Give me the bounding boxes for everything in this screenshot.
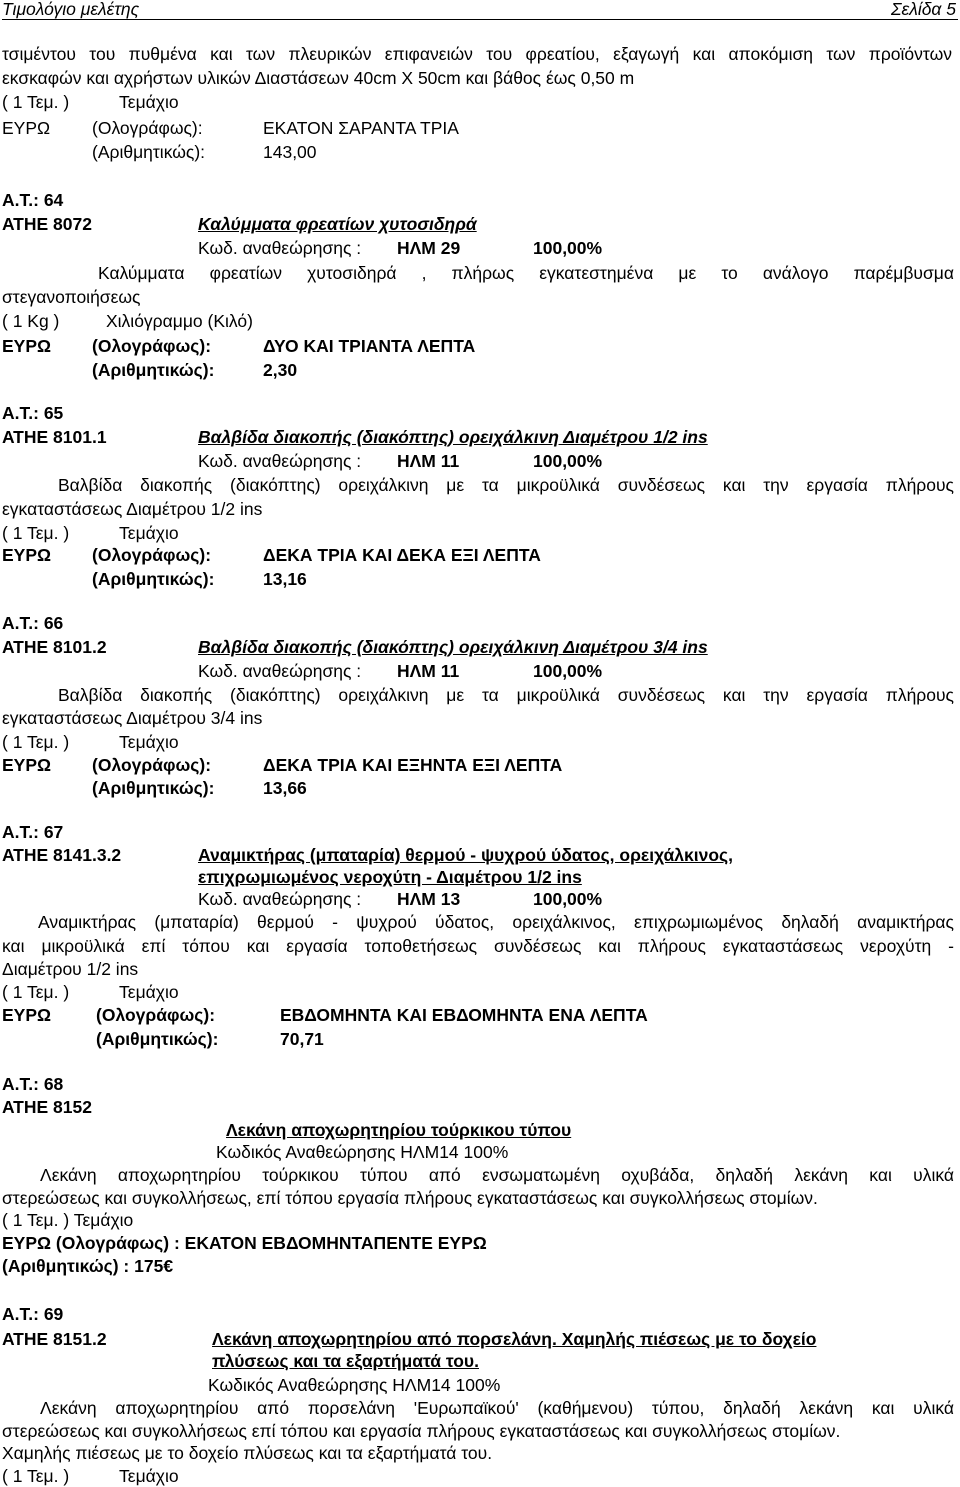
item-68-at: Α.Τ.: 68 <box>2 1074 64 1094</box>
item-67-unit-name: Τεμάχιο <box>119 982 179 1002</box>
item-68-words: ΕΥΡΩ (Ολογράφως) : ΕΚΑΤΟΝ ΕΒΔΟΜΗΝΤΑΠΕΝΤΕ ΕΥΡΩ <box>2 1233 487 1253</box>
item-64-at: Α.Τ.: 64 <box>2 190 64 210</box>
item-64-desc-2: στεγανοποιήσεως <box>2 287 141 307</box>
item-66-code: ΑΤΗΕ 8101.2 <box>2 637 107 657</box>
item-65-rev-pct: 100,00% <box>533 451 603 471</box>
item-67-desc-1: Αναμικτήρας (μπαταρία) θερμού - ψυχρού ύδατος, ορειχάλκινος, επιχρωμιωμένος δηλαδή αναμικτήρας <box>38 912 954 932</box>
item-64-num-label: (Αριθμητικώς): <box>92 360 215 380</box>
item-65-num-value: 13,16 <box>263 569 307 589</box>
item-67-num-value: 70,71 <box>280 1029 324 1049</box>
item-65-euro: ΕΥΡΩ <box>2 545 52 565</box>
item-67-words-value: ΕΒΔΟΜΗΝΤΑ ΚΑΙ ΕΒΔΟΜΗΝΤΑ ΕΝΑ ΛΕΠΤΑ <box>280 1005 648 1025</box>
item-69-at: Α.Τ.: 69 <box>2 1304 64 1324</box>
item-64-unit: ( 1 Kg ) <box>2 311 60 331</box>
item-66-num-value: 13,66 <box>263 778 307 798</box>
item-68-desc-1: Λεκάνη αποχωρητηρίου τούρκικου τύπου από ενσωματωμένη οχυβάδα, δηλαδή λεκάνη και υλικά <box>40 1165 954 1185</box>
item-67-desc-3: Διαμέτρου 1/2 ins <box>2 959 139 979</box>
item-67-at: Α.Τ.: 67 <box>2 822 64 842</box>
intro-num-label: (Αριθμητικώς): <box>92 142 206 162</box>
item-65-num-label: (Αριθμητικώς): <box>92 569 215 589</box>
item-65-unit-name: Τεμάχιο <box>119 523 179 543</box>
item-69-desc-3: Χαμηλής πιέσεως με το δοχείο πλύσεως και τα εξαρτήματά του. <box>2 1443 493 1463</box>
item-64-title: Καλύμματα φρεατίων χυτοσιδηρά <box>198 214 477 234</box>
item-67-rev-label: Κωδ. αναθεώρησης : <box>198 889 362 909</box>
item-67-words-label: (Ολογράφως): <box>96 1005 216 1025</box>
item-64-euro: ΕΥΡΩ <box>2 336 52 356</box>
item-68-num: (Αριθμητικώς) : 175€ <box>2 1256 174 1276</box>
item-68-title: Λεκάνη αποχωρητηρίου τούρκικου τύπου <box>226 1120 572 1140</box>
item-69-rev: Κωδικός Αναθεώρησης ΗΛΜ14 100% <box>208 1375 501 1395</box>
item-64-words-label: (Ολογράφως): <box>92 336 212 356</box>
intro-unit-name: Τεμάχιο <box>119 92 179 112</box>
item-68-desc-2: στερεώσεως και συγκολλήσεως, επί τόπου εργασία πλήρους εγκαταστάσεως και συγκολλήσεως στομίων. <box>2 1188 818 1208</box>
item-65-words-value: ΔΕΚΑ ΤΡΙΑ ΚΑΙ ΔΕΚΑ ΕΞΙ ΛΕΠΤΑ <box>263 545 541 565</box>
item-67-rev-code: ΗΛΜ 13 <box>397 889 461 909</box>
item-69-title-2: πλύσεως και τα εξαρτήματά του. <box>212 1351 479 1371</box>
item-64-rev-pct: 100,00% <box>533 238 603 258</box>
intro-line-1: τσιμέντου του πυθμένα και των πλευρικών επιφανειών του φρεατίου, εξαγωγή και αποκόμιση των προϊόντων <box>2 44 952 64</box>
item-66-title: Βαλβίδα διακοπής (διακόπτης) ορειχάλκινη Διαμέτρου 3/4 ins <box>198 637 708 657</box>
item-65-rev-label: Κωδ. αναθεώρησης : <box>198 451 362 471</box>
item-67-desc-2: και μικροϋλικά επί τόπου και εργασία τοποθετήσεως συνδέσεως και πλήρους εγκαταστάσεως νεροχύτη - <box>2 936 954 956</box>
item-64-num-value: 2,30 <box>263 360 298 380</box>
item-69-unit: ( 1 Τεμ. ) <box>2 1466 70 1486</box>
item-69-code: ΑΤΗΕ 8151.2 <box>2 1329 107 1349</box>
item-65-title: Βαλβίδα διακοπής (διακόπτης) ορειχάλκινη Διαμέτρου 1/2 ins <box>198 427 708 447</box>
item-65-rev-code: ΗΛΜ 11 <box>397 451 460 471</box>
item-67-euro: ΕΥΡΩ <box>2 1005 52 1025</box>
item-64-unit-name: Χιλιόγραμμο (Κιλό) <box>106 311 253 331</box>
intro-unit: ( 1 Τεμ. ) <box>2 92 70 112</box>
item-69-title-1: Λεκάνη αποχωρητηρίου από πορσελάνη. Χαμηλής πιέσεως με το δοχείο <box>212 1329 817 1349</box>
item-65-desc-1: Βαλβίδα διακοπής (διακόπτης) ορειχάλκινη με τα μικροϋλικά συνδέσεως και την εργασία πλήρους <box>58 475 954 495</box>
item-69-desc-1: Λεκάνη αποχωρητηρίου από πορσελάνη 'Ευρωπαϊκού' (καθήμενου) τύπου, δηλαδή λεκάνη και υλικά <box>40 1398 954 1418</box>
item-67-rev-pct: 100,00% <box>533 889 603 909</box>
item-64-code: ΑΤΗΕ 8072 <box>2 214 92 234</box>
item-69-unit-name: Τεμάχιο <box>119 1466 179 1486</box>
intro-words-value: ΕΚΑΤΟΝ ΣΑΡΑΝΤΑ ΤΡΙΑ <box>263 118 459 138</box>
item-66-rev-pct: 100,00% <box>533 661 603 681</box>
item-66-unit-name: Τεμάχιο <box>119 732 179 752</box>
item-64-desc-1: Καλύμματα φρεατίων χυτοσιδηρά , πλήρως εγκατεστημένα με το ανάλογο παρέμβυσμα <box>98 263 954 283</box>
item-66-rev-label: Κωδ. αναθεώρησης : <box>198 661 362 681</box>
item-68-rev: Κωδικός Αναθεώρησης ΗΛΜ14 100% <box>216 1142 509 1162</box>
item-66-num-label: (Αριθμητικώς): <box>92 778 215 798</box>
item-66-words-value: ΔΕΚΑ ΤΡΙΑ ΚΑΙ ΕΞΗΝΤΑ ΕΞΙ ΛΕΠΤΑ <box>263 755 563 775</box>
intro-line-2: εκσκαφών και αχρήστων υλικών Διαστάσεων 40cm X 50cm και βάθος έως 0,50 m <box>2 68 635 88</box>
item-64-words-value: ΔΥΟ ΚΑΙ ΤΡΙΑΝΤΑ ΛΕΠΤΑ <box>263 336 476 356</box>
intro-euro: ΕΥΡΩ <box>2 118 51 138</box>
item-66-desc-1: Βαλβίδα διακοπής (διακόπτης) ορειχάλκινη με τα μικροϋλικά συνδέσεως και την εργασία πλήρους <box>58 685 954 705</box>
item-68-unit: ( 1 Τεμ. ) Τεμάχιο <box>2 1210 134 1230</box>
item-66-euro: ΕΥΡΩ <box>2 755 52 775</box>
item-67-title-2: επιχρωμιωμένος νεροχύτη - Διαμέτρου 1/2 ins <box>198 867 582 887</box>
item-65-desc-2: εγκαταστάσεως Διαμέτρου 1/2 ins <box>2 499 263 519</box>
item-69-desc-2: στερεώσεως και συγκολλήσεως επί τόπου και εργασία πλήρους εγκαταστάσεως και συγκολλήσεως στομίων. <box>2 1421 841 1441</box>
header-title: Τιμολόγιο μελέτης <box>2 0 140 19</box>
item-64-rev-label: Κωδ. αναθεώρησης : <box>198 238 362 258</box>
item-64-rev-code: ΗΛΜ 29 <box>397 238 461 258</box>
intro-words-label: (Ολογράφως): <box>92 118 203 138</box>
item-68-code: ΑΤΗΕ 8152 <box>2 1097 92 1117</box>
intro-num-value: 143,00 <box>263 142 317 162</box>
item-67-unit: ( 1 Τεμ. ) <box>2 982 70 1002</box>
item-65-unit: ( 1 Τεμ. ) <box>2 523 70 543</box>
header-divider <box>2 19 958 20</box>
item-67-num-label: (Αριθμητικώς): <box>96 1029 219 1049</box>
header-page-number: Σελίδα 5 <box>891 0 956 19</box>
item-66-unit: ( 1 Τεμ. ) <box>2 732 70 752</box>
item-65-words-label: (Ολογράφως): <box>92 545 212 565</box>
item-66-at: Α.Τ.: 66 <box>2 613 64 633</box>
item-66-rev-code: ΗΛΜ 11 <box>397 661 460 681</box>
item-65-code: ΑΤΗΕ 8101.1 <box>2 427 107 447</box>
item-66-desc-2: εγκαταστάσεως Διαμέτρου 3/4 ins <box>2 708 263 728</box>
item-67-code: ΑΤΗΕ 8141.3.2 <box>2 845 122 865</box>
item-67-title-1: Αναμικτήρας (μπαταρία) θερμού - ψυχρού ύδατος, ορειχάλκινος, <box>198 845 734 865</box>
item-65-at: Α.Τ.: 65 <box>2 403 64 423</box>
item-66-words-label: (Ολογράφως): <box>92 755 212 775</box>
